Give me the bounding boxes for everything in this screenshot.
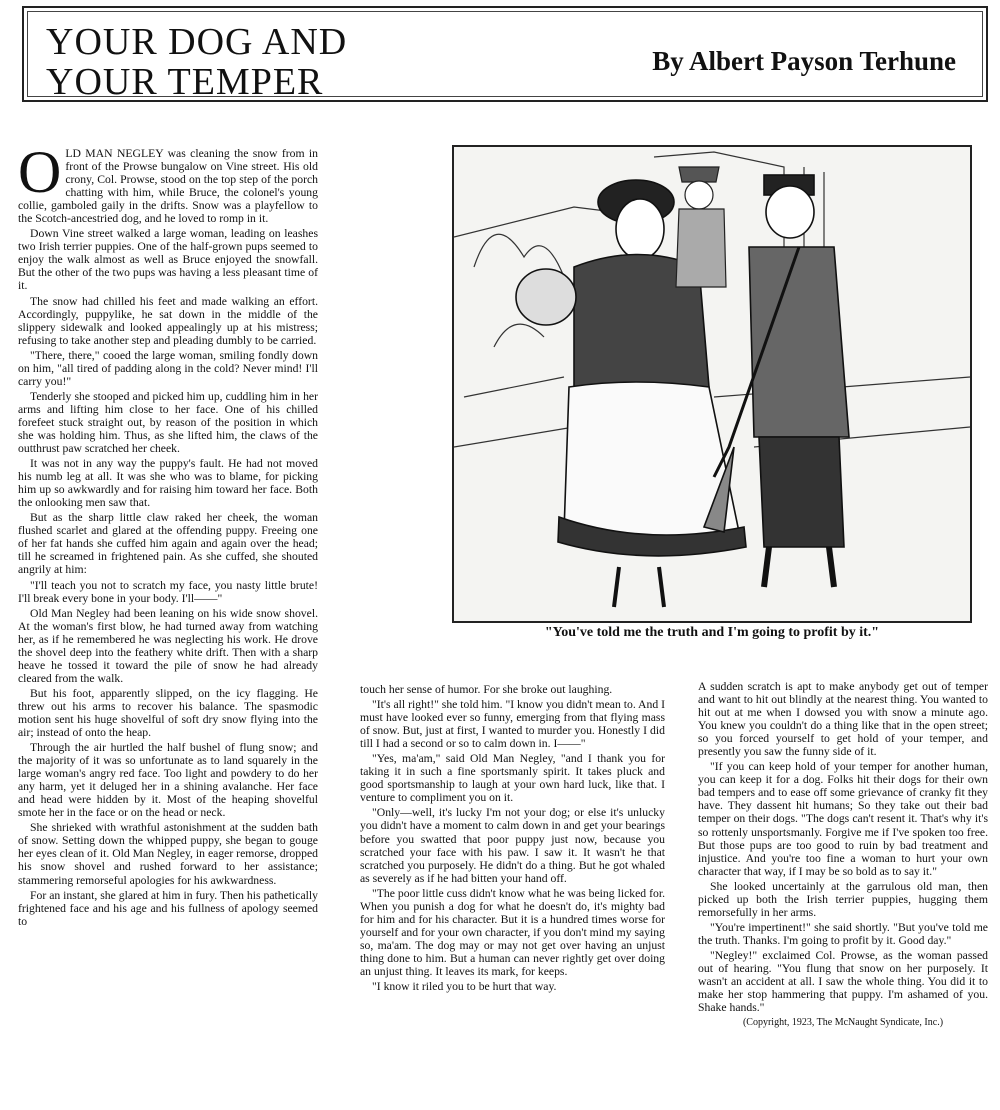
- article-column-3: [698, 680, 988, 1029]
- copyright-notice: (Copyright, 1923, The McNaught Syndicate, Inc.): [742, 1017, 944, 1029]
- illustration: [452, 145, 972, 623]
- paragraph: But his foot, apparently slipped, on the icy flagging. He threw out his arms to recover his balance. The spasmodic motion sent his huge shovelful of soft dry snow flying into the air; instead of onto the heap.: [18, 686, 318, 740]
- paragraph-text: LD MAN NEGLEY was cleaning the snow from in front of the Prowse bungalow on Vine street. His old crony, Col. Prowse, stood on the top step of the porch chatting with him, while Bruce, the colonel's young collie, gamboled gaily in the drifts. Snow was a playfellow to the Scotch-ancestried dog, and he loved to romp in it.: [18, 147, 318, 226]
- paragraph: Through the air hurtled the half bushel of flung snow; and the majority of it was so unfortunate as to land squarely in the large woman's angry red face. Too light and powdery to do her any harm, yet it deluged her in a shining avalanche. Her face and head were hidden by it. Most of the heaping shovelful smote her in the face or on the head or neck.: [18, 741, 318, 820]
- title-box: [22, 6, 988, 102]
- paragraph: A sudden scratch is apt to make anybody get out of temper and want to hit out blindly at the nearest thing. You wanted to hit out at me when I dowsed you with snow a minute ago. You knew you couldn't do a thing like that in the open street; so you forced yourself to get hold of your temper, and presently you saw the funny side of it.: [698, 680, 988, 759]
- illustration-caption: "You've told me the truth and I'm going to profit by it.": [544, 625, 880, 640]
- paragraph: touch her sense of humor. For she broke out laughing.: [360, 683, 613, 696]
- article-column-2: [360, 683, 665, 995]
- paragraph: [18, 139, 318, 226]
- paragraph: "Negley!" exclaimed Col. Prowse, as the woman passed out of hearing. "You flung that snow on her purposely. It wasn't an accident at all. I saw the whole thing. You did it to make her stop hammering that puppy. I'm ashamed of you. Shake hands.": [698, 948, 988, 1015]
- byline: By Albert Payson Terhune: [652, 46, 956, 76]
- paragraph: "Only—well, it's lucky I'm not your dog; or else it's unlucky you didn't have a moment to calm down in and get your bearings before you swatted that poor puppy just now, because you scratched your face with his paw. I saw it. It wasn't he that scratched you purposely. He didn't do a thing. But he got whaled as severely as if he had bitten your hand off.: [360, 806, 665, 885]
- paragraph: But as the sharp little claw raked her cheek, the woman flushed scarlet and glared at the offending puppy. Freeing one of her fat hands she cuffed him again and again over the head; till he screamed in frightened pain. As she cuffed, she shouted angrily at him:: [18, 511, 318, 577]
- illustration-drawing: [454, 147, 970, 621]
- paragraph: "It's all right!" she told him. "I know you didn't mean to. And I must have looked ever so funny, emerging from that flying mass of snow. But, just at first, I wanted to murder you. Honestly I did till I had a second or so to calm down in. I——": [360, 698, 665, 751]
- paragraph: "I'll teach you not to scratch my face, you nasty little brute! I'll break every bone in your body. I'll——": [18, 578, 318, 605]
- paragraph: "You're impertinent!" she said shortly. "But you've told me the truth. Thanks. I'm going to profit by it. Good day.": [698, 920, 988, 947]
- paragraph: Down Vine street walked a large woman, leading on leashes two Irish terrier puppies. One of the half-grown pups seemed to enjoy the walk almost as well as Bruce enjoyed the snowfall. But the other of the two pups was having a less pleasant time of it.: [18, 227, 318, 293]
- paragraph: For an instant, she glared at him in fury. Then his pathetically frightened face and his age and his fullness of apology seemed to: [18, 888, 318, 928]
- paragraph: She looked uncertainly at the garrulous old man, then picked up both the Irish terrier puppies, hugging them remorsefully in her arms.: [698, 879, 988, 919]
- paragraph: The snow had chilled his feet and made walking an effort. Accordingly, puppylike, he sat down in the middle of the slippery sidewalk and looked appealingly up at his mistress; refusing to take another step and pleading dumbly to be carried.: [18, 294, 318, 347]
- article-column-1: [18, 139, 318, 930]
- paragraph: Old Man Negley had been leaning on his wide snow shovel. At the woman's first blow, he had turned away from watching her, as if he remembered he was neglecting his work. He drove the shovel deep into the feathery white drift. Then with a sharp heave he tossed it toward the pile of snow he had already cleared from the walk.: [18, 606, 318, 685]
- paragraph: She shrieked with wrathful astonishment at the sudden bath of snow. Setting down the whipped puppy, she began to gouge her eyes clean of it. Old Man Negley, in eager remorse, dropped his snow shovel and rushed forward to her assistance; stammering remorseful apologies for his awkwardness.: [18, 821, 318, 887]
- paragraph: "Yes, ma'am," said Old Man Negley, "and I thank you for taking it in such a fine sportsmanly spirit. It takes pluck and good sportsmanship to laugh at your own hard luck, like that. I venture to compliment you on it.: [360, 752, 665, 805]
- headline: YOUR DOG AND YOUR TEMPER: [46, 21, 348, 103]
- paragraph: "If you can keep hold of your temper for another human, you can keep it for a dog. Folks hit their dogs for their own bad tempers and to ease off some grievance of cranky fit they have. They dassent hit humans; So they take out their bad temper on their dogs. "The dogs can't resent it. That's why it's so rottenly unsportsmanly. Forgive me if I've spoken too free. But those pups are too good to ruin by bad treatment and injustice. And you're too fine a woman to hurt your own character that way, if I may be so bold as to say it.": [698, 760, 988, 878]
- paragraph: "There, there," cooed the large woman, smiling fondly down on him, "all tired of padding along in the cold? Never mind! I'll carry you!": [18, 348, 318, 388]
- paragraph: Tenderly she stooped and picked him up, cuddling him in her arms and lifting him close to her face. One of his chilled forefeet stuck straight out, by reason of the position in which she was holding him. Thus, as she lifted him, the claws of the outthrust paw scratched her cheek.: [18, 389, 318, 456]
- paragraph: "The poor little cuss didn't know what he was being licked for. When you punish a dog for what he doesn't do, it's mighty bad for him and for his character. But it is a hundred times worse for yourself and for your own character, if you don't mind my saying so, ma'am. The dog may or may not get over having an unjust thing done to him. But a human can never rightly get over doing an unjust thing. It leaves its mark, for keeps.: [360, 886, 665, 978]
- drop-cap: O: [18, 139, 62, 205]
- paragraph: "I know it riled you to be hurt that way.: [372, 980, 557, 994]
- paragraph: It was not in any way the puppy's fault. He had not moved his numb leg at all. It was she who was to blame, for picking him up so awkwardly and for raising him toward her face. Both the onlooking men saw that.: [18, 457, 318, 510]
